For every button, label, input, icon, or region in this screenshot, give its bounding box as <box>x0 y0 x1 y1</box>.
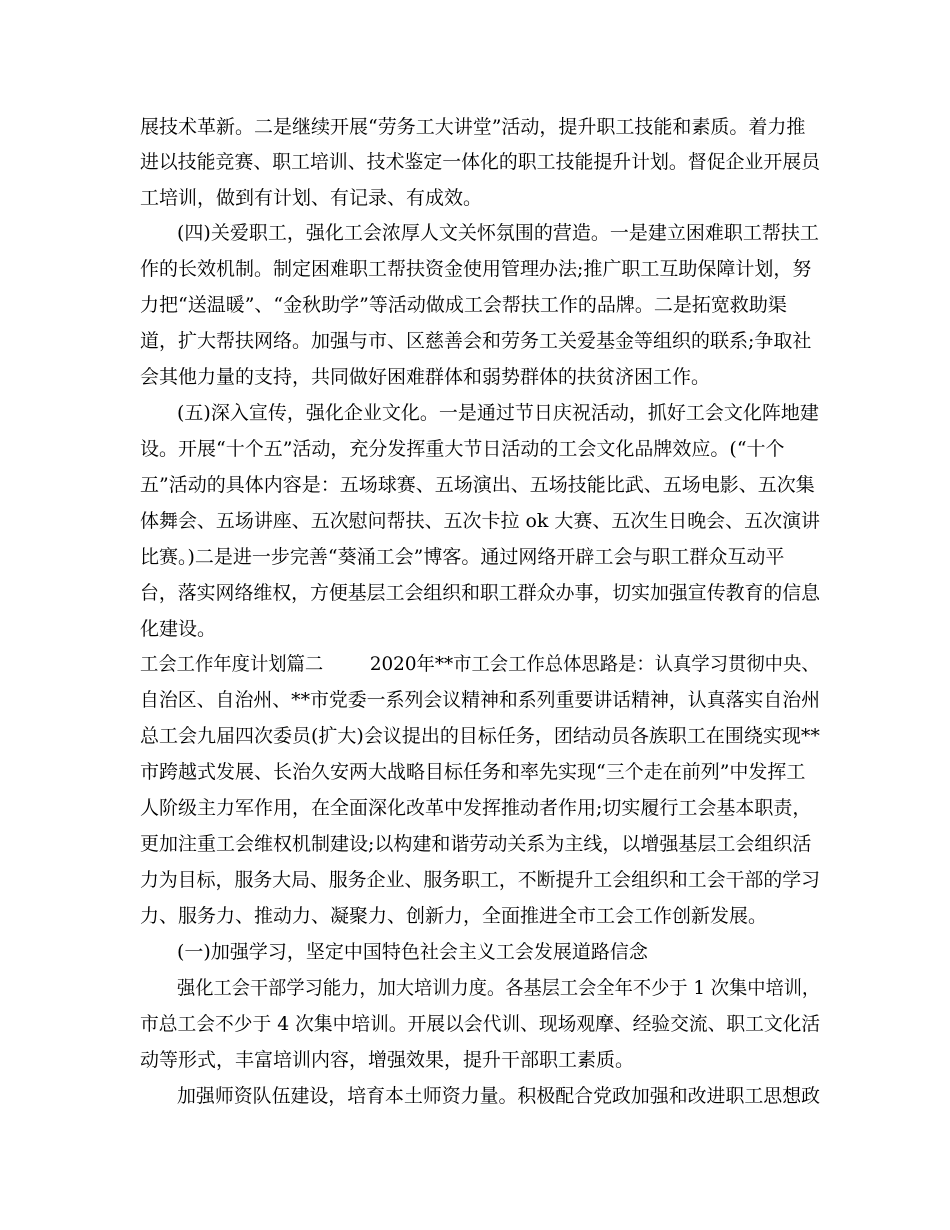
text-line: 力为目标，服务大局、服务企业、服务职工，不断提升工会组织和工会干部的学习 <box>140 869 821 891</box>
text-line: 自治区、自治州、**市党委一系列会议精神和系列重要讲话精神，认真落实自治州 <box>140 689 821 711</box>
text-line: 加强师资队伍建设，培育本土师资力量。积极配合党政加强和改进职工思想政 <box>177 1085 821 1107</box>
text-line: (四)关爱职工，强化工会浓厚人文关怀氛围的营造。一是建立困难职工帮扶工 <box>177 222 819 244</box>
text-line: 设。开展“十个五”活动，充分发挥重大节日活动的工会文化品牌效应。(“十个 <box>140 438 785 460</box>
section-heading-line: 工会工作年度计划篇二 2020年**市工会工作总体思路是：认真学习贯彻中央、 <box>140 653 820 675</box>
text-line: 强化工会干部学习能力，加大培训力度。各基层工会全年不少于 1 次集中培训， <box>177 977 821 999</box>
text-line: 作的长效机制。制定困难职工帮扶资金使用管理办法;推广职工互助保障计划，努 <box>140 258 812 280</box>
text-line: 会其他力量的支持，共同做好困难群体和弱势群体的扶贫济困工作。 <box>140 366 711 388</box>
text-line: 市总工会不少于 4 次集中培训。开展以会代训、现场观摩、经验交流、职工文化活 <box>140 1013 821 1035</box>
text-line: 道，扩大帮扶网络。加强与市、区慈善会和劳务工关爱基金等组织的联系;争取社 <box>140 330 812 352</box>
text-line: 展技术革新。二是继续开展“劳务工大讲堂”活动，提升职工技能和素质。着力推 <box>140 116 806 138</box>
text-line: 人阶级主力军作用，在全面深化改革中发挥推动者作用;切实履行工会基本职责， <box>140 797 812 819</box>
text-line: 力把“送温暖”、“金秋助学”等活动做成工会帮扶工作的品牌。二是拓宽救助渠 <box>140 294 787 316</box>
text-line: 体舞会、五场讲座、五次慰问帮扶、五次卡拉 ok 大赛、五次生日晚会、五次演讲 <box>140 510 821 532</box>
text-line: 总工会九届四次委员(扩大)会议提出的目标任务，团结动员各族职工在围绕实现** <box>140 725 820 747</box>
text-line: 更加注重工会维权机制建设;以构建和谐劳动关系为主线，以增强基层工会组织活 <box>140 833 812 855</box>
text-line: 市跨越式发展、长治久安两大战略目标任务和率先实现“三个走在前列”中发挥工 <box>140 761 806 783</box>
text-line: 比赛。)二是进一步完善“葵涌工会”博客。通过网络开辟工会与职工群众互动平 <box>140 546 785 568</box>
text-line: 工培训，做到有计划、有记录、有成效。 <box>140 187 483 209</box>
text-line: 台，落实网络维权，方便基层工会组织和职工群众办事，切实加强宣传教育的信息 <box>140 582 821 604</box>
text-line: 力、服务力、推动力、凝聚力、创新力，全面推进全市工会工作创新发展。 <box>140 905 768 927</box>
text-line: 五”活动的具体内容是：五场球赛、五场演出、五场技能比武、五场电影、五次集 <box>140 474 815 496</box>
text-line: (五)深入宣传，强化企业文化。一是通过节日庆祝活动，抓好工会文化阵地建 <box>177 402 819 424</box>
text-line: 化建设。 <box>140 618 217 640</box>
text-line: 动等形式，丰富培训内容，增强效果，提升干部职工素质。 <box>140 1049 635 1071</box>
text-line: (一)加强学习，坚定中国特色社会主义工会发展道路信念 <box>177 941 648 963</box>
text-line: 进以技能竞赛、职工培训、技术鉴定一体化的职工技能提升计划。督促企业开展员 <box>140 151 821 173</box>
